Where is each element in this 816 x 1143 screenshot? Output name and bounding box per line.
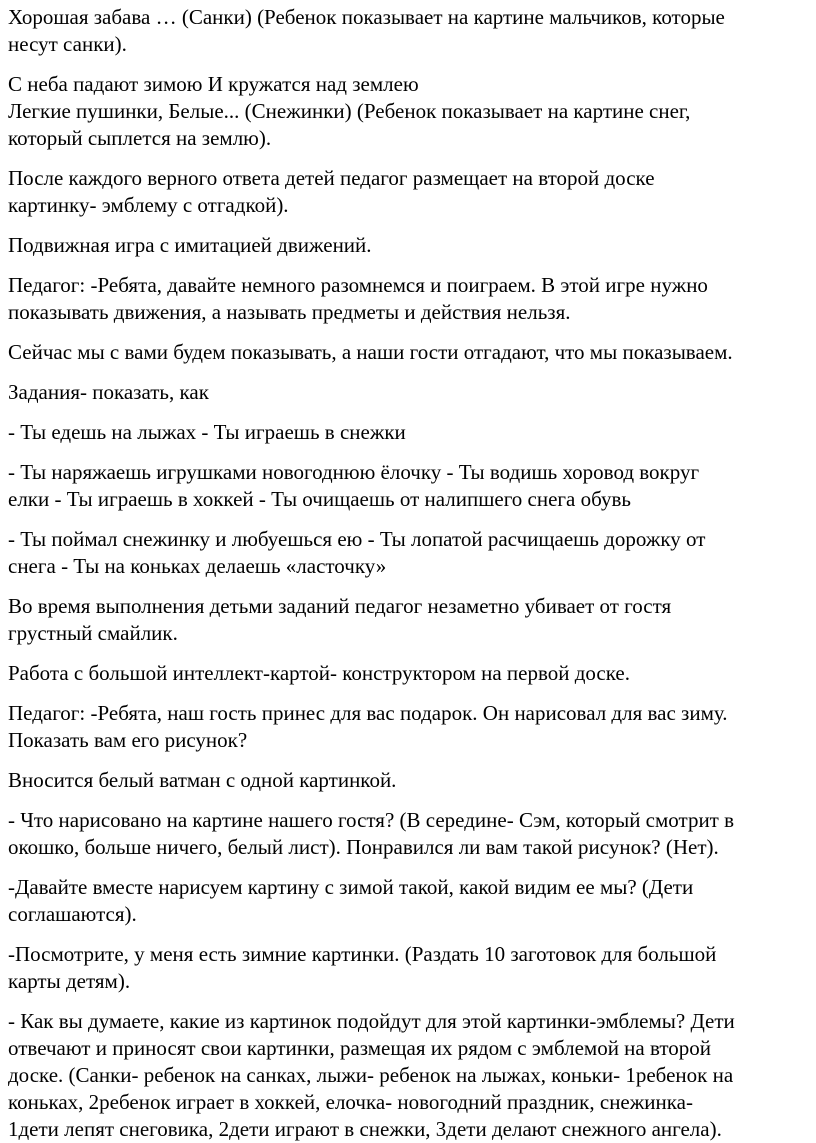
paragraph (8, 165, 808, 219)
paragraph (8, 660, 808, 687)
paragraph (8, 232, 808, 259)
text-line: соглашаются). (8, 902, 137, 926)
text-line: Показать вам его рисунок? (8, 728, 248, 752)
text-line: снега - Ты на коньках делаешь «ласточку» (8, 554, 387, 578)
text-line: С неба падают зимою И кружатся над землею (8, 72, 419, 96)
text-line: Работа с большой интеллект-картой- конструктором на первой доске. (8, 661, 630, 685)
text-line: - Ты едешь на лыжах - Ты играешь в снежки (8, 420, 406, 444)
text-line: елки - Ты играешь в хоккей - Ты очищаешь от налипшего снега обувь (8, 487, 631, 511)
paragraph (8, 339, 808, 366)
text-line: Хорошая забава … (Санки) (Ребенок показывает на картине мальчиков, которые (8, 5, 725, 29)
paragraph (8, 4, 808, 58)
paragraph (8, 941, 808, 995)
paragraph (8, 459, 808, 513)
text-line: 1дети лепят снеговика, 2дети играют в снежки, 3дети делают снежного ангела). (8, 1117, 722, 1141)
text-line: который сыплется на землю). (8, 126, 272, 150)
paragraph (8, 593, 808, 647)
paragraph (8, 807, 808, 861)
text-line: Педагог: -Ребята, давайте немного разомнемся и поиграем. В этой игре нужно (8, 273, 708, 297)
text-line: окошко, больше ничего, белый лист). Понравился ли вам такой рисунок? (Нет). (8, 835, 719, 859)
paragraph (8, 272, 808, 326)
text-line: карты детям). (8, 969, 131, 993)
text-line: Вносится белый ватман с одной картинкой. (8, 768, 397, 792)
paragraph (8, 526, 808, 580)
text-line: Задания- показать, как (8, 380, 209, 404)
text-line: -Посмотрите, у меня есть зимние картинки. (Раздать 10 заготовок для большой (8, 942, 717, 966)
text-line: отвечают и приносят свои картинки, размещая их рядом с эмблемой на второй (8, 1036, 712, 1060)
text-line: - Ты наряжаешь игрушками новогоднюю ёлочку - Ты водишь хоровод вокруг (8, 460, 700, 484)
text-line: грустный смайлик. (8, 621, 178, 645)
text-line: - Как вы думаете, какие из картинок подойдут для этой картинки-эмблемы? Дети (8, 1009, 735, 1033)
paragraph (8, 71, 808, 152)
text-line: несут санки). (8, 32, 127, 56)
paragraph (8, 874, 808, 928)
text-line: доске. (Санки- ребенок на санках, лыжи- ребенок на лыжах, коньки- 1ребенок на (8, 1063, 734, 1087)
document-body (8, 4, 808, 1143)
text-line: - Что нарисовано на картине нашего гостя? (В середине- Сэм, который смотрит в (8, 808, 735, 832)
text-line: Во время выполнения детьми заданий педагог незаметно убивает от гостя (8, 594, 672, 618)
paragraph (8, 700, 808, 754)
paragraph (8, 379, 808, 406)
text-line: картинку- эмблему с отгадкой). (8, 193, 289, 217)
text-line: Легкие пушинки, Белые... (Снежинки) (Ребенок показывает на картине снег, (8, 99, 691, 123)
text-line: После каждого верного ответа детей педагог размещает на второй доске (8, 166, 655, 190)
text-line: показывать движения, а называть предметы и действия нельзя. (8, 300, 571, 324)
text-line: коньках, 2ребенок играет в хоккей, елочка- новогодний праздник, снежинка- (8, 1090, 693, 1114)
paragraph (8, 767, 808, 794)
paragraph (8, 1008, 808, 1143)
text-line: - Ты поймал снежинку и любуешься ею - Ты лопатой расчищаешь дорожку от (8, 527, 706, 551)
text-line: -Давайте вместе нарисуем картину с зимой такой, какой видим ее мы? (Дети (8, 875, 694, 899)
text-line: Подвижная игра с имитацией движений. (8, 233, 372, 257)
paragraph (8, 419, 808, 446)
text-line: Сейчас мы с вами будем показывать, а наши гости отгадают, что мы показываем. (8, 340, 733, 364)
text-line: Педагог: -Ребята, наш гость принес для вас подарок. Он нарисовал для вас зиму. (8, 701, 728, 725)
